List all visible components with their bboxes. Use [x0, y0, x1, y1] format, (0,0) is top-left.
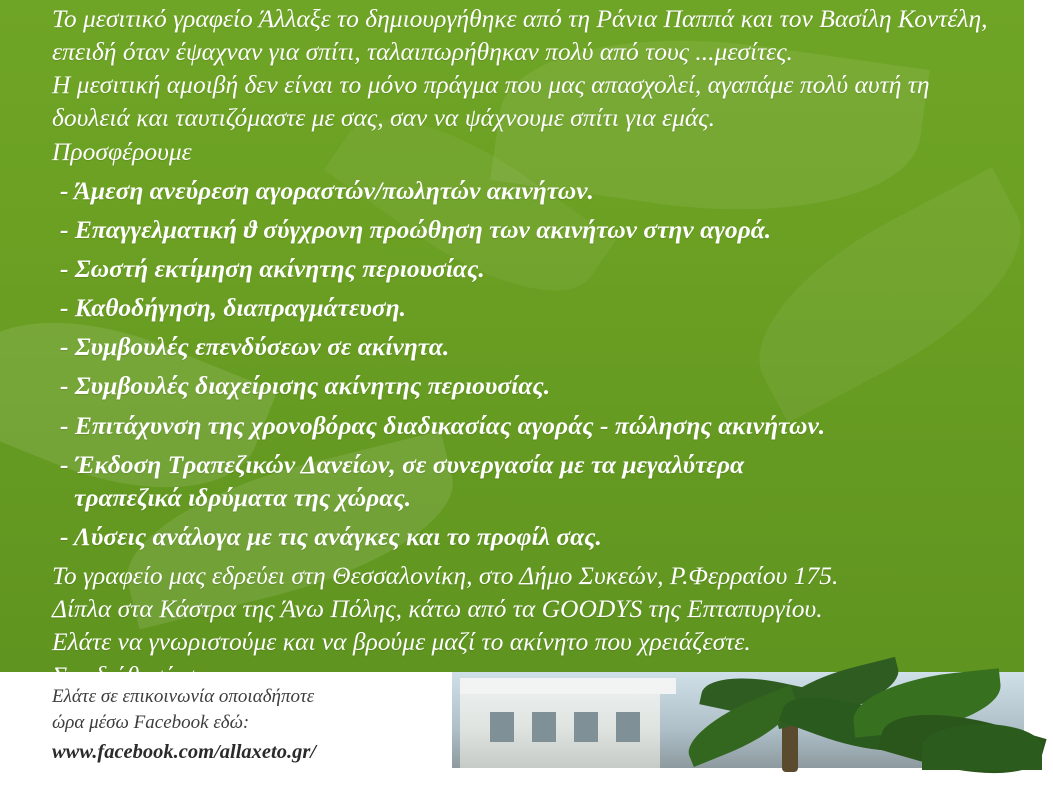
- service-text: - Καθοδήγηση, διαπραγμάτευση.: [60, 293, 407, 323]
- photo-building: [460, 678, 660, 768]
- photo-window: [574, 712, 598, 742]
- intro-paragraph-1: Το μεσιτικό γραφείο Άλλαξε το δημιουργήθηκε από τη Ράνια Παππά και τον Βασίλη Κοντέλη, επειδή όταν έψαχναν για σπίτι, ταλαιπωρήθηκαν πολύ από τους ...μεσίτες.: [52, 4, 988, 67]
- photo-window: [616, 712, 640, 742]
- offer-heading: Προσφέρουμε: [52, 136, 192, 166]
- list-item: [52, 520, 998, 553]
- list-item: [52, 409, 998, 442]
- service-text-continuation: τραπεζικά ιδρύματα της χώρας.: [74, 482, 412, 512]
- closing-line-3: Ελάτε να γνωριστούμε και να βρούμε μαζί το ακίνητο που χρειάζεστε.: [52, 627, 751, 657]
- facebook-link[interactable]: www.facebook.com/allaxeto.gr/: [52, 741, 317, 764]
- footer-photo: [452, 672, 1024, 768]
- list-item: [52, 174, 998, 207]
- photo-window: [532, 712, 556, 742]
- contact-line-2: ώρα μέσω Facebook εδώ:: [52, 712, 250, 734]
- service-text: - Επαγγελματική ϑ σύγχρονη προώθηση των ακινήτων στην αγορά.: [60, 214, 772, 244]
- flyer-text-block: [52, 2, 998, 692]
- list-item: [52, 252, 998, 285]
- photo-bush: [922, 724, 1042, 770]
- service-text: - Σωστή εκτίμηση ακίνητης περιουσίας.: [60, 253, 485, 283]
- list-item: [52, 330, 998, 363]
- contact-line-1: Ελάτε σε επικοινωνία οποιαδήποτε: [52, 686, 315, 707]
- list-item: [52, 291, 998, 324]
- closing-line-1: Το γραφείο μας εδρεύει στη Θεσσαλονίκη, στο Δήμο Συκεών, Ρ.Φερραίου 175.: [52, 561, 839, 591]
- intro-paragraph-2: Η μεσιτική αμοιβή δεν είναι το μόνο πράγμα που μας απασχολεί, αγαπάμε πολύ αυτή τη δουλειά και ταυτιζόμαστε με σας, σαν να ψάχνουμε σπίτι για εμάς.: [52, 70, 930, 133]
- service-text: - Έκδοση Τραπεζικών Δανείων, σε συνεργασία με τα μεγαλύτερα: [60, 449, 745, 479]
- photo-window: [490, 712, 514, 742]
- contact-block: [52, 684, 432, 767]
- photo-building-roof: [460, 678, 676, 694]
- services-list: [52, 174, 998, 553]
- service-text: - Συμβουλές επενδύσεων σε ακίνητα.: [60, 332, 450, 362]
- service-text: - Άμεση ανεύρεση αγοραστών/πωλητών ακινήτων.: [60, 175, 594, 205]
- service-text: - Επιτάχυνση της χρονοβόρας διαδικασίας αγοράς - πώλησης ακινήτων.: [60, 410, 826, 440]
- service-text: - Συμβουλές διαχείρισης ακίνητης περιουσίας.: [60, 371, 551, 401]
- list-item: [52, 369, 998, 402]
- list-item: [52, 448, 998, 514]
- closing-line-2: Δίπλα στα Κάστρα της Άνω Πόλης, κάτω από τα GOODYS της Επταπυργίου.: [52, 594, 823, 624]
- list-item: [52, 213, 998, 246]
- service-text: - Λύσεις ανάλογα με τις ανάγκες και το προφίλ σας.: [60, 521, 602, 551]
